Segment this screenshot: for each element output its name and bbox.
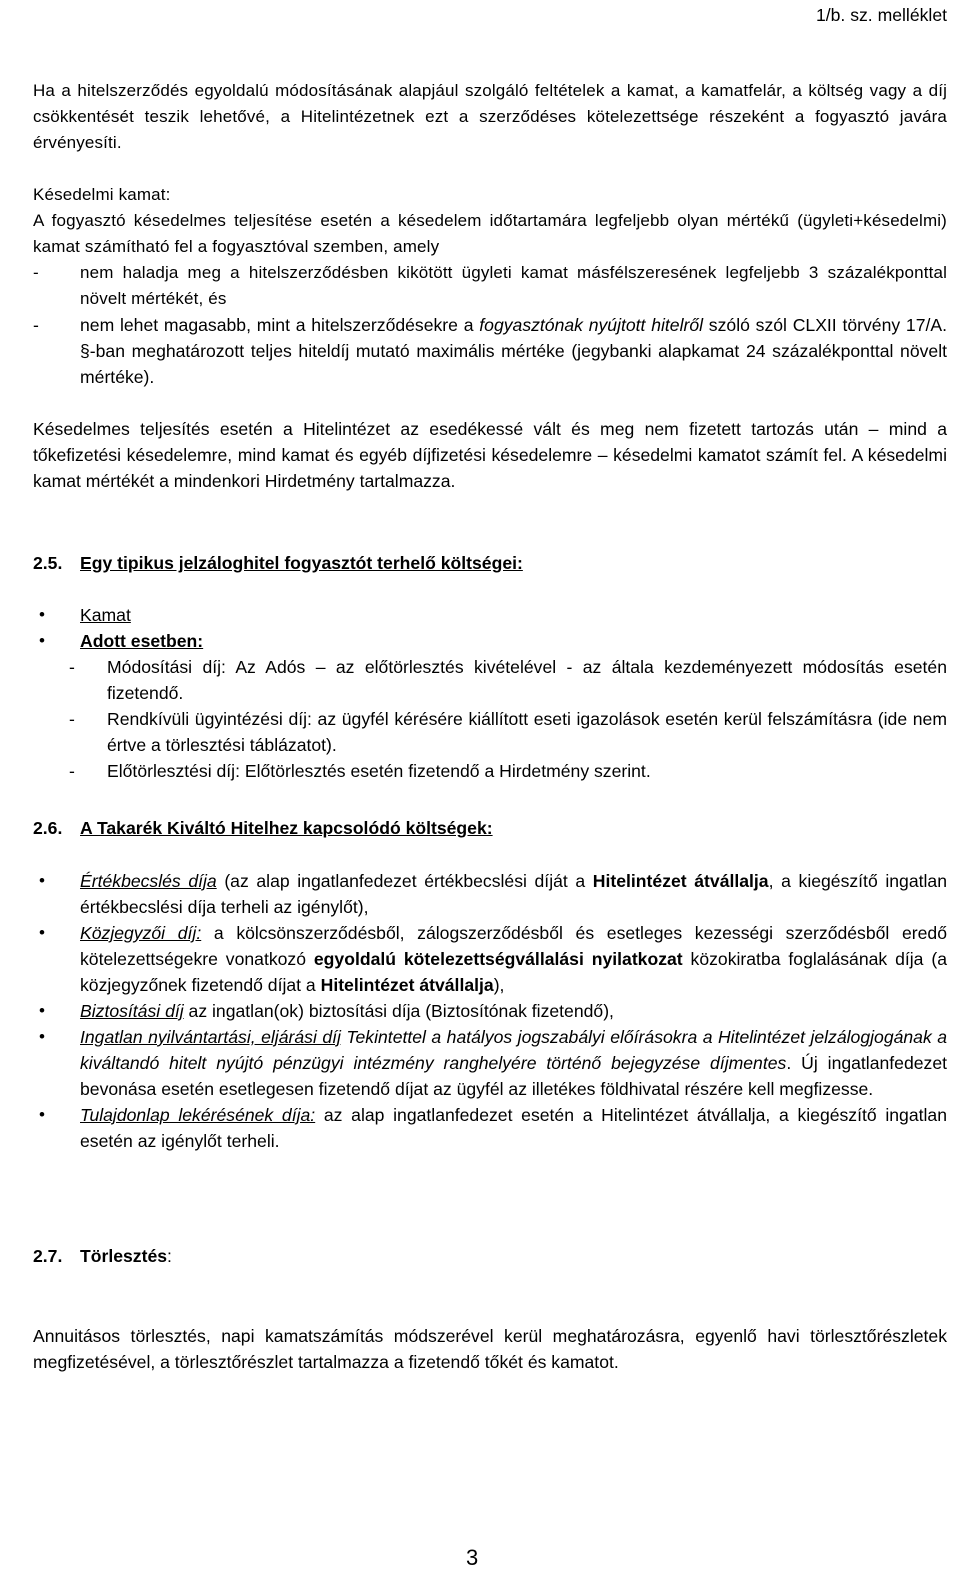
item-text: , a kiegészítő ingatlan értékbecslési díja terheli az igénylőt), xyxy=(80,871,947,917)
condition-text: szóló szól CLXII törvény 17/A. §-ban meghatározott teljes hiteldíj mutató maximális mértéke (jegybanki alapkamat 24 százalékponttal növelt mértéke). xyxy=(80,315,948,387)
dash-marker: - xyxy=(69,657,75,677)
item-label: Értékbecslés díja xyxy=(80,871,217,891)
bullet-marker: • xyxy=(39,923,45,942)
list-item xyxy=(33,1024,947,1102)
item-label: Közjegyzői díj: xyxy=(80,923,202,943)
fee-text: Rendkívüli ügyintézési díj: az ügyfél kérésére kiállított eseti igazolások esetén kerül felszámításra (ide nem értve a törlesztési táblázatot). xyxy=(107,709,947,755)
item-bold: Hitelintézet átvállalja xyxy=(320,975,494,995)
bullet-marker: • xyxy=(39,871,45,890)
fee-text: Módosítási díj: Az Adós – az előtörlesztés kivételével - az általa kezdeményezett módosítás esetén fizetendő. xyxy=(107,657,947,703)
section-number: 2.5. xyxy=(33,553,63,573)
item-label: Kamat xyxy=(80,605,131,625)
section-title: A Takarék Kiváltó Hitelhez kapcsolódó költségek: xyxy=(80,818,493,838)
cost-list-2-6 xyxy=(33,868,947,1154)
paragraph-late-payment: Késedelmes teljesítés esetén a Hitelintézet az esedékessé vált és meg nem fizetett tartozás után – mind a tőkefizetési késedelemre, mind kamat és egyéb díjfizetési késedelemre – késedelmi kamatot számít fel. A késedelmi kamat mértékét a mindenkori Hirdetmény tartalmazza. xyxy=(33,419,947,491)
item-text: az alap ingatlanfedezet esetén a Hitelintézet átvállalja, a kiegészítő ingatlan esetén az igénylőt terheli. xyxy=(80,1105,947,1151)
item-label: Biztosítási díj xyxy=(80,1001,184,1021)
condition-text: nem haladja meg a hitelszerződésben kikötött ügyleti kamat másfélszeresének legfeljebb 3 százalékponttal növelt mértékét, és xyxy=(80,263,947,308)
bullet-marker: • xyxy=(39,1001,45,1020)
late-interest-label: Késedelmi kamat: xyxy=(33,185,171,204)
page-number: 3 xyxy=(466,1545,479,1570)
dash-marker: - xyxy=(33,315,39,335)
section-heading-2-7 xyxy=(33,1243,947,1269)
item-text: ), xyxy=(493,975,505,995)
section-title: Törlesztés xyxy=(80,1246,168,1266)
section-title-colon: : xyxy=(167,1246,172,1266)
section-title: Egy tipikus jelzáloghitel fogyasztót terhelő költségei: xyxy=(80,553,523,573)
list-item xyxy=(33,998,947,1024)
dash-marker: - xyxy=(69,761,75,781)
late-interest-intro: A fogyasztó késedelmes teljesítése esetén a késedelem időtartamára legfeljebb olyan mértékű (ügyleti+késedelmi) kamat számítható fel a fogyasztóval szemben, amely xyxy=(33,211,947,256)
list-item xyxy=(33,920,947,998)
item-text: közokiratba foglalásának díja (a közjegyzőnek fizetendő díjat a xyxy=(80,949,947,995)
item-italic: Tekintettel a hatályos jogszabályi előírásokra a Hitelintézet jelzálogjogának a kiváltandó hitelt nyújtó pénzügyi intézmény ranghelyére történő bejegyzése díjmentes xyxy=(80,1027,948,1073)
paragraph-repayment: Annuitásos törlesztés, napi kamatszámítás módszerével kerül meghatározásra, egyenlő havi törlesztőrészletek megfizetésével, a törlesztőrészlet tartalmazza a fizetendő tőkét és kamatot. xyxy=(33,1326,947,1372)
item-label: Tulajdonlap lekérésének díja: xyxy=(80,1105,316,1125)
bullet-marker: • xyxy=(39,631,45,650)
list-item xyxy=(33,868,947,920)
dash-marker: - xyxy=(33,263,39,282)
late-interest-block xyxy=(33,182,947,390)
item-text: (az alap ingatlanfedezet értékbecslési díját a xyxy=(216,871,593,891)
list-item xyxy=(33,312,947,390)
bullet-marker: • xyxy=(39,605,45,624)
fee-text: Előtörlesztési díj: Előtörlesztés esetén fizetendő a Hirdetmény szerint. xyxy=(107,761,651,781)
list-item xyxy=(33,628,947,784)
list-item xyxy=(33,1102,947,1154)
item-label: Adott esetben: xyxy=(80,631,204,651)
list-item xyxy=(33,260,947,312)
item-bold: Hitelintézet átvállalja xyxy=(592,871,769,891)
item-label: Ingatlan nyilvántartási, eljárási díj xyxy=(80,1027,341,1047)
section-number: 2.6. xyxy=(33,818,63,838)
section-heading-2-6 xyxy=(33,815,947,841)
item-text: . Új ingatlanfedezet bevonása esetén esetlegesen fizetendő díjat az ügyfél az illetékes földhivatal részére kell megfizesse. xyxy=(80,1053,948,1099)
law-title-italic: fogyasztónak nyújtott hitelről xyxy=(479,315,704,335)
paragraph-modification: Ha a hitelszerződés egyoldalú módosításának alapjául szolgáló feltételek a kamat, a kamatfelár, a költség vagy a díj csökkentését teszik lehetővé, a Hitelintézetnek ezt a szerződéses kötelezettsége részeként a fogyasztó javára érvényesíti. xyxy=(33,81,947,152)
dash-marker: - xyxy=(69,709,75,729)
list-item xyxy=(33,654,947,706)
item-text: az ingatlan(ok) biztosítási díja (Biztosítónak fizetendő), xyxy=(183,1001,614,1021)
section-number: 2.7. xyxy=(33,1246,63,1266)
list-item xyxy=(33,758,947,784)
list-item xyxy=(33,706,947,758)
section-heading-2-5 xyxy=(33,550,947,576)
bullet-marker: • xyxy=(39,1105,45,1124)
item-bold: egyoldalú kötelezettségvállalási nyilatkozat xyxy=(313,949,683,969)
condition-text: nem lehet magasabb, mint a hitelszerződésekre a xyxy=(80,315,480,335)
list-item xyxy=(33,602,947,628)
cost-list-2-5 xyxy=(33,602,947,784)
optional-fees-list xyxy=(33,654,947,784)
late-interest-conditions xyxy=(33,260,947,390)
annex-label: 1/b. sz. melléklet xyxy=(815,5,947,25)
bullet-marker: • xyxy=(39,1027,45,1046)
item-text: a kölcsönszerződésből, zálogszerződésből és esetleges kezességi szerződésből eredő kötelezettségekre vonatkozó xyxy=(80,923,947,969)
